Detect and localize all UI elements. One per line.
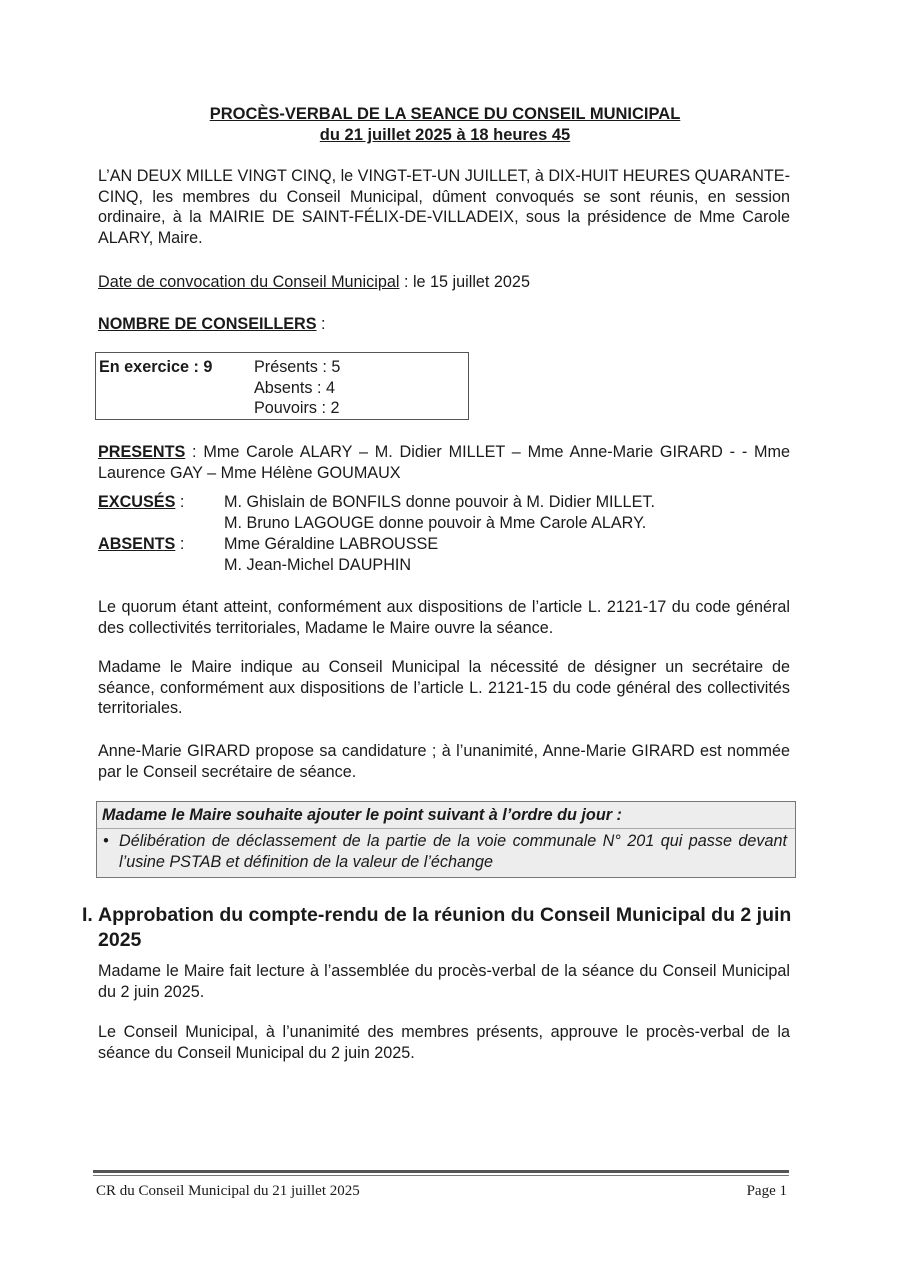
footer-rule-thick xyxy=(93,1170,789,1173)
conseillers-heading-suffix: : xyxy=(316,315,326,333)
absents-line-2: M. Jean-Michel DAUPHIN xyxy=(224,556,412,574)
en-exercice-count: En exercice : 9 xyxy=(99,358,213,376)
section-1-paragraph-1: Madame le Maire fait lecture à l’assemblée du procès-verbal de la séance du Conseil Municipal du 2 juin 2025. xyxy=(98,962,790,1001)
footer-page-number: Page 1 xyxy=(746,1183,787,1199)
excuses-suffix: : xyxy=(175,493,185,511)
attendance-counts xyxy=(254,357,340,419)
presents-paragraph xyxy=(98,442,790,483)
absents-count: Absents : 4 xyxy=(254,378,335,397)
conseillers-count-box xyxy=(95,352,469,420)
convocation-value: : le 15 juillet 2025 xyxy=(399,273,530,291)
agenda-addition-item: Délibération de déclassement de la partie de la voie communale N° 201 qui passe devant l’usine PSTAB et définition de la valeur de l’échange xyxy=(119,832,787,871)
candidature-paragraph: Anne-Marie GIRARD propose sa candidature ; à l’unanimité, Anne-Marie GIRARD est nommée par le Conseil secrétaire de séance. xyxy=(98,742,790,781)
conseillers-heading xyxy=(98,314,790,335)
footer-rule-thin xyxy=(93,1175,789,1176)
quorum-paragraph: Le quorum étant atteint, conformément aux dispositions de l’article L. 2121-17 du code général des collectivités territoriales, Madame le Maire ouvre la séance. xyxy=(98,598,790,637)
presents-label: PRESENTS xyxy=(98,443,186,461)
presents-list: : Mme Carole ALARY – M. Didier MILLET – Mme Anne-Marie GIRARD - - Mme Laurence GAY – Mme Hélène GOUMAUX xyxy=(98,443,790,482)
section-1-title: Approbation du compte-rendu de la réunion du Conseil Municipal du 2 juin 2025 xyxy=(98,904,792,951)
section-1-number: I. xyxy=(82,904,93,926)
title-line-1: PROCÈS-VERBAL DE LA SEANCE DU CONSEIL MUNICIPAL xyxy=(209,105,681,123)
callout-divider xyxy=(97,828,795,829)
excuses-label-group xyxy=(98,492,184,513)
convocation-label: Date de convocation du Conseil Municipal xyxy=(98,273,400,291)
excuses-line-2: M. Bruno LAGOUGE donne pouvoir à Mme Carole ALARY. xyxy=(224,514,647,532)
section-1-paragraph-2: Le Conseil Municipal, à l’unanimité des membres présents, approuve le procès-verbal de la séance du Conseil Municipal du 2 juin 2025. xyxy=(98,1023,790,1062)
agenda-addition-heading: Madame le Maire souhaite ajouter le point suivant à l’ordre du jour : xyxy=(102,806,622,824)
agenda-addition-box xyxy=(96,801,796,878)
document-title xyxy=(98,104,792,146)
absents-suffix: : xyxy=(175,535,185,553)
convocation-line xyxy=(98,272,790,293)
bullet-icon: • xyxy=(103,832,109,850)
intro-paragraph: L’AN DEUX MILLE VINGT CINQ, le VINGT-ET-UN JUILLET, à DIX-HUIT HEURES QUARANTE-CINQ, les membres du Conseil Municipal, dûment convoqués se sont réunis, en session ordinaire, à la MAIRIE DE SAINT-FÉLIX-DE-VILLADEIX, sous la présidence de Mme Carole ALARY, Maire. xyxy=(98,167,790,247)
excuses-label: EXCUSÉS xyxy=(98,493,176,511)
title-line-2: du 21 juillet 2025 à 18 heures 45 xyxy=(319,126,571,144)
excuses-line-1: M. Ghislain de BONFILS donne pouvoir à M. Didier MILLET. xyxy=(224,493,655,511)
conseillers-heading-label: NOMBRE DE CONSEILLERS xyxy=(98,315,317,333)
absents-line-1: Mme Géraldine LABROUSSE xyxy=(224,535,439,553)
pouvoirs-count: Pouvoirs : 2 xyxy=(254,399,340,417)
absents-label: ABSENTS xyxy=(98,535,176,553)
footer-document-title: CR du Conseil Municipal du 21 juillet 2025 xyxy=(96,1183,360,1199)
presents-count: Présents : 5 xyxy=(254,358,341,376)
secretaire-paragraph: Madame le Maire indique au Conseil Municipal la nécessité de désigner un secrétaire de séance, conformément aux dispositions de l’article L. 2121-15 du code général des collectivités territoriales. xyxy=(98,658,790,717)
absents-label-group xyxy=(98,534,184,555)
